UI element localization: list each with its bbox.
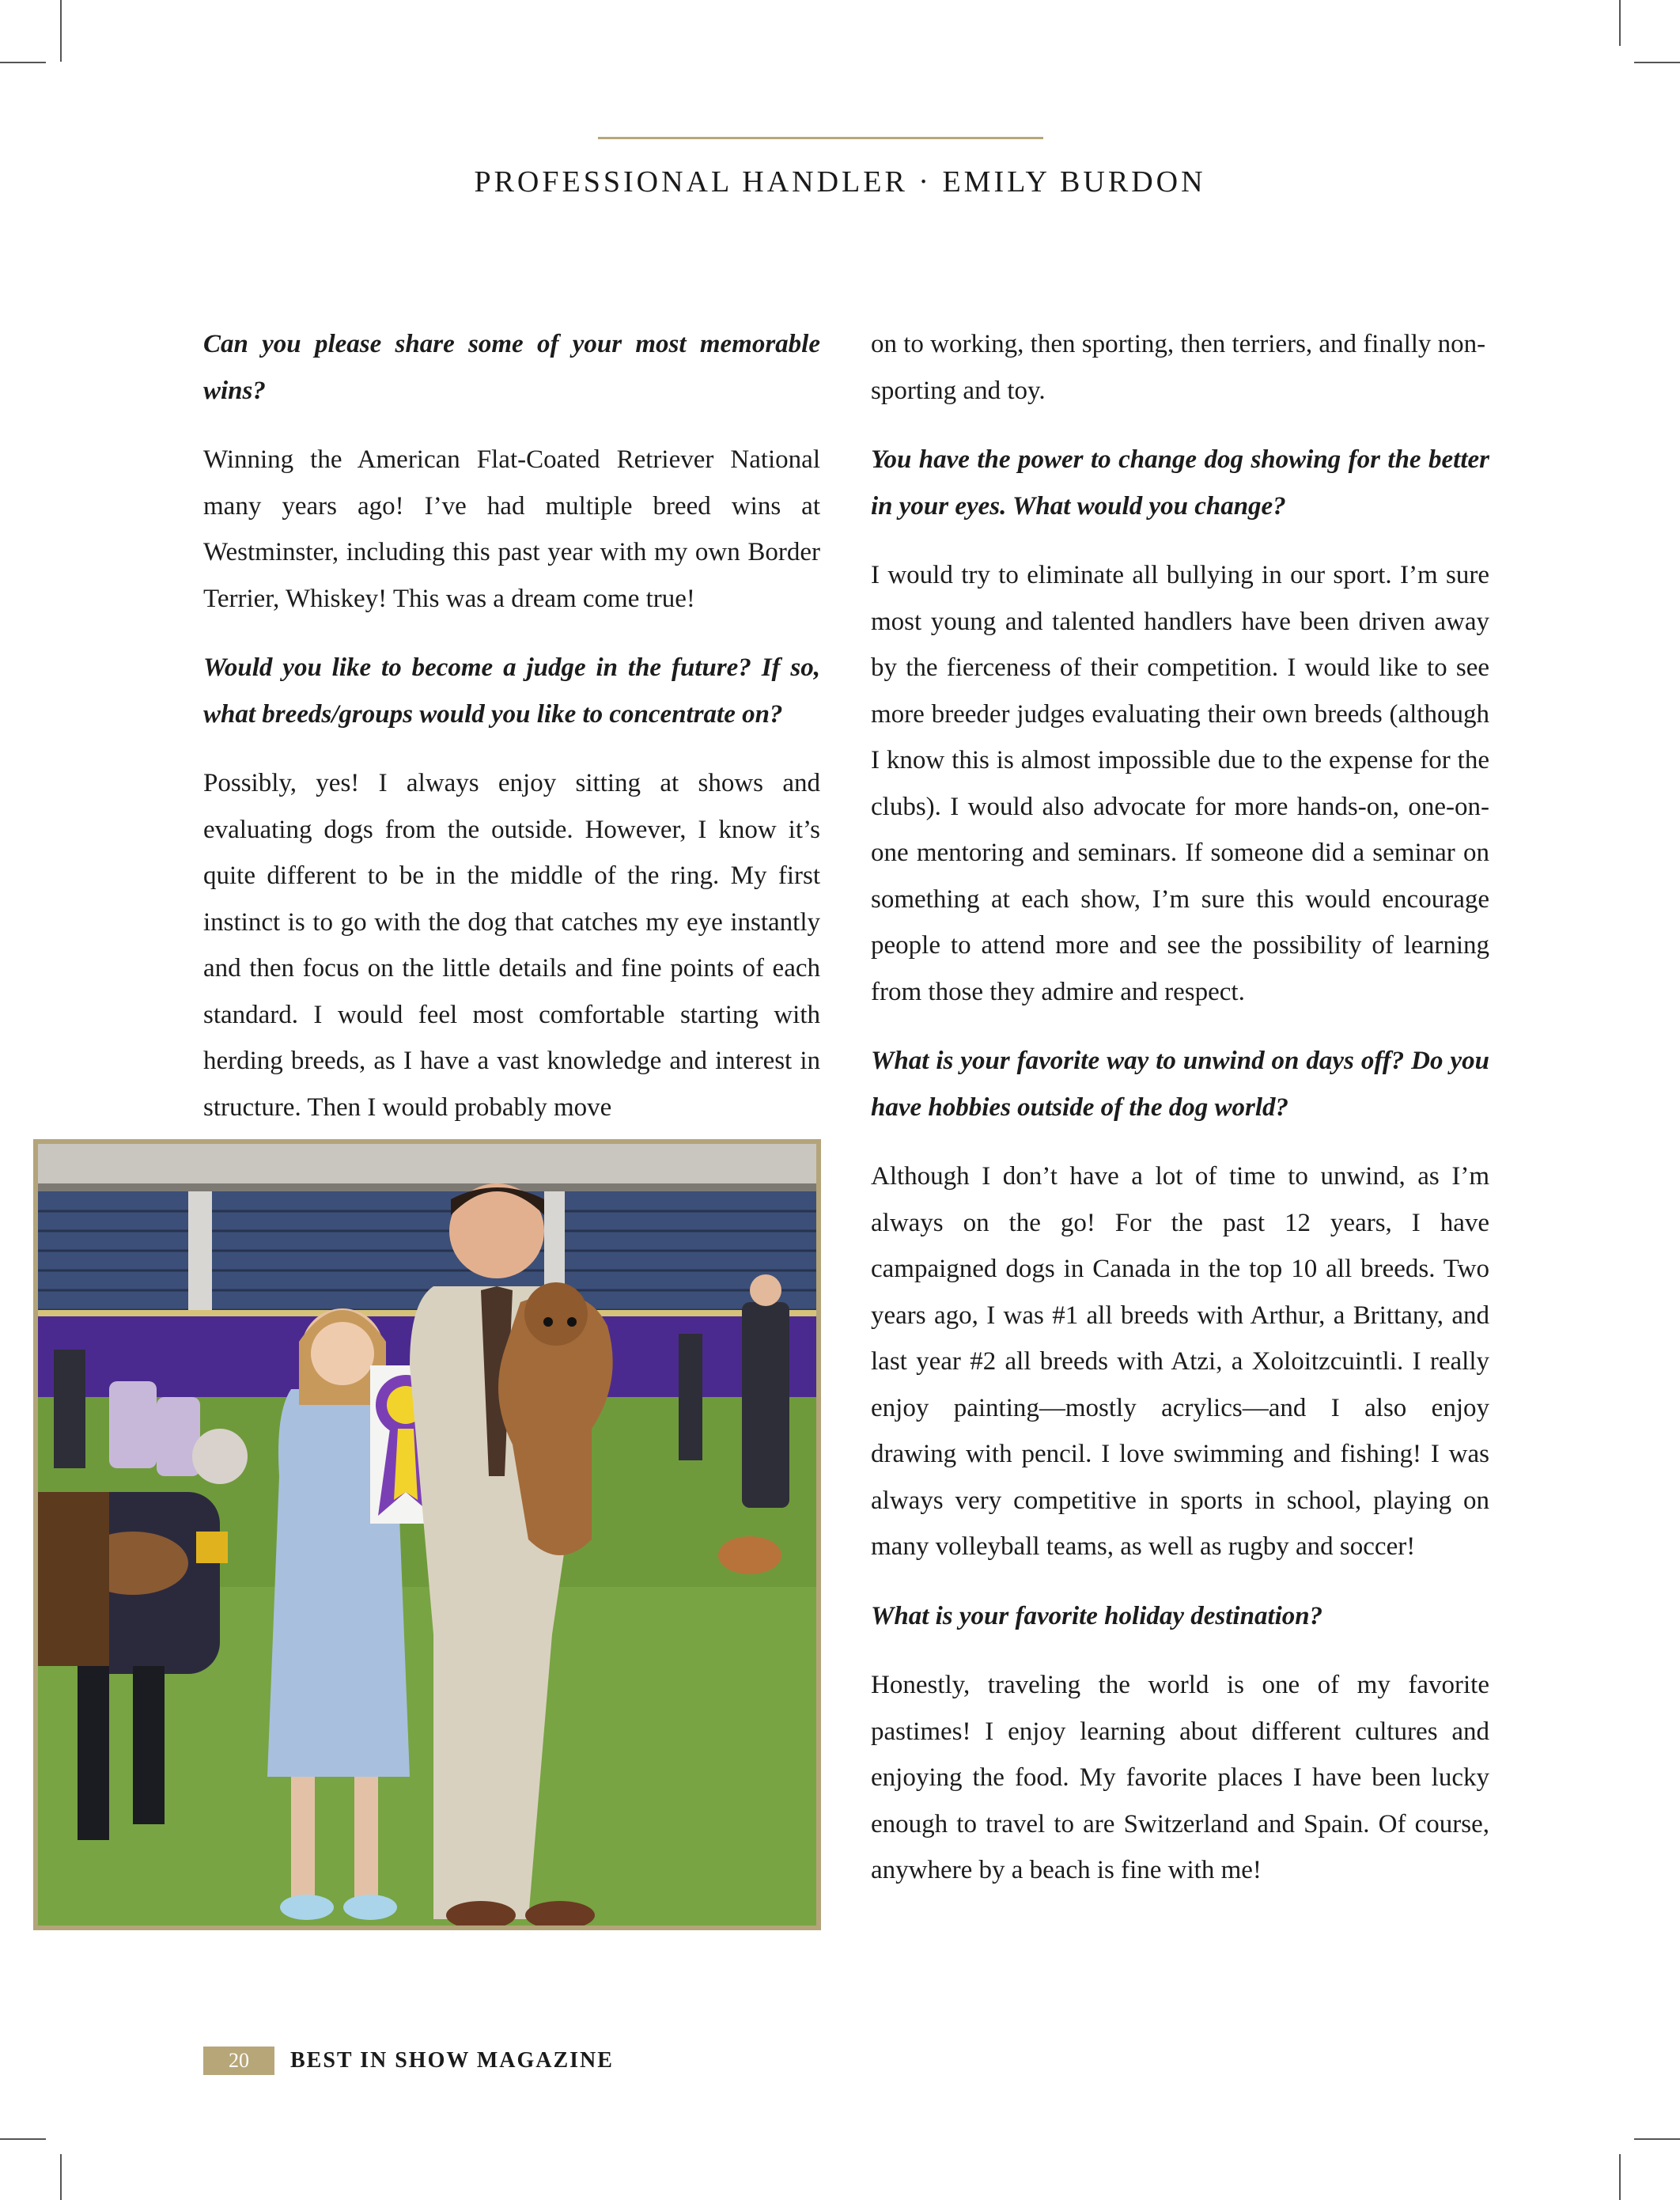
answer-paragraph: Although I don’t have a lot of time to unwind, as I’m always on the go! For the past 12 years, I have campaigned dogs in Canada in the top 10 all breeds. Two years ago, I was #1 all breeds with Arthur, a Brittany, and last year #2 all breeds with Atzi, a Xoloitzcuintli. I really enjoy painting—mostly acrylics—and I also enjoy drawing with pencil. I love swimming and fishing! I was always very competitive in sports in school, playing on many volleyball teams, as well as rugby and soccer! [871,1162,1489,1561]
crop-mark [1619,0,1621,46]
crop-mark [60,2154,62,2200]
answer-paragraph: Honestly, traveling the world is one of my favorite pastimes! I enjoy learning about different cultures and enjoying the food. My favorite places I have been lucky enough to travel to are Switzerland and Spain. Of course, anywhere by a beach is fine with me! [871,1671,1489,1884]
right-text-column [871,321,1489,1917]
crop-mark [0,2138,46,2140]
photo-handlers-with-terrier [33,1139,821,1930]
answer-paragraph: I would try to eliminate all bullying in our sport. I’m sure most young and talented handlers have been driven away by the fierceness of their competition. I would like to see more breeder judges evaluating their own breeds (although I know this is almost impossible due to the expense for the clubs). I would also advocate for more hands-on, one-on-one mentoring and seminars. If someone did a seminar on something at each show, I’m sure this would encourage people to attend more and see the possibility of learning from those they admire and respect. [871,561,1489,1006]
answer-paragraph: Possibly, yes! I always enjoy sitting at shows and evaluating dogs from the outside. However, I know it’s quite different to be in the middle of the ring. My first instinct is to go with the dog that catches my eye instantly and then focus on the little details and fine points of each standard. I would feel most comfortable starting with herding breeds, as I have a vast knowledge and interest in structure. Then I would probably move [203,769,820,1122]
crop-mark [1634,2138,1680,2140]
crop-mark [0,62,46,63]
answer-paragraph: Winning the American Flat-Coated Retriever National many years ago! I’ve had multiple breed wins at Westminster, including this past year with my own Border Terrier, Whiskey! This was a dream come true! [203,445,820,613]
answer-paragraph: on to working, then sporting, then terriers, and finally non-sporting and toy. [871,330,1486,405]
crop-mark [1619,2154,1621,2200]
photo-illustration [38,1144,816,1925]
magazine-title: BEST IN SHOW MAGAZINE [290,2048,614,2073]
crop-mark [60,0,62,62]
header-rule [598,137,1043,139]
question-paragraph: Can you please share some of your most memorable wins? [203,330,820,405]
question-paragraph: You have the power to change dog showing for the better in your eyes. What would you change? [871,445,1489,521]
left-text-column [203,321,820,1153]
page-title: PROFESSIONAL HANDLER · EMILY BURDON [474,165,1206,199]
question-paragraph: What is your favorite holiday destination? [871,1601,1323,1630]
crop-mark [1634,62,1680,63]
page-number: 20 [203,2047,274,2075]
question-paragraph: Would you like to become a judge in the future? If so, what breeds/groups would you like to concentrate on? [203,653,820,729]
question-paragraph: What is your favorite way to unwind on days off? Do you have hobbies outside of the dog world? [871,1047,1489,1122]
